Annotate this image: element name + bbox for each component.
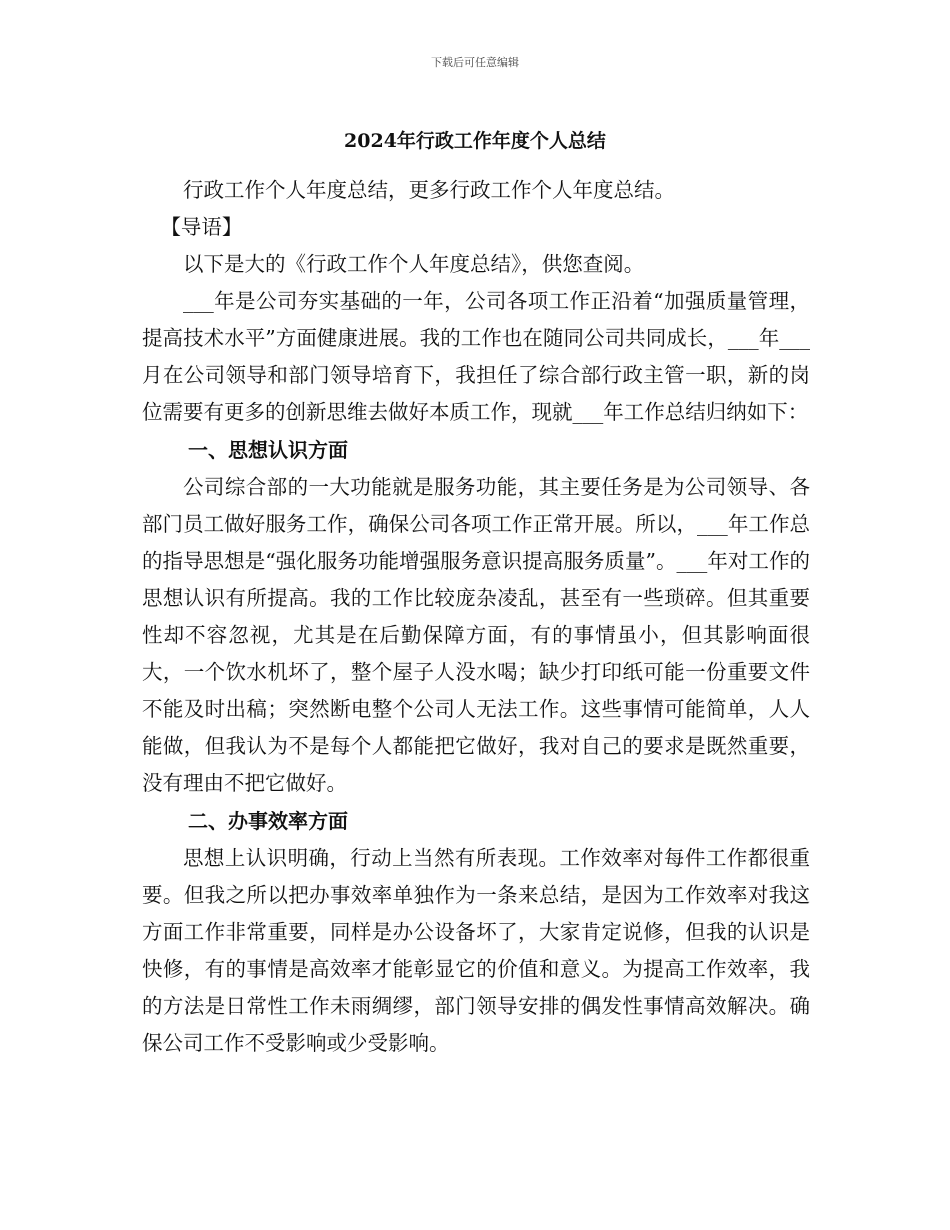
header-note: 下载后可任意编辑 [431, 56, 519, 69]
guide-label: 【导语】 [160, 215, 243, 239]
paragraph-overview: ___年是公司夯实基础的一年，公司各项工作正沿着“加强质量管理，提高技术水平”方面健康进展。我的工作也在随同公司共同成长，___年___月在公司领导和部门领导培育下，我担任了综合部行政主管一职，新的岗位需要有更多的创新思维去做好本质工作，现就___年工作总结归纳如下： [142, 289, 810, 424]
intro-paragraph: 行政工作个人年度总结，更多行政工作个人年度总结。 [183, 178, 675, 202]
paragraph-efficiency: 思想上认识明确，行动上当然有所表现。工作效率对每件工作都很重要。但我之所以把办事效率单独作为一条来总结，是因为工作效率对我这方面工作非常重要，同样是办公设备坏了，大家肯定说修，但我的认识是快修，有的事情是高效率才能彰显它的价值和意义。为提高工作效率，我的方法是日常性工作未雨绸缪，部门领导安排的偶发性事情高效解决。确保公司工作不受影响或少受影响。 [142, 846, 810, 1055]
document-title: 2024年行政工作年度个人总结 [344, 130, 606, 152]
paragraph-thinking: 公司综合部的一大功能就是服务功能，其主要任务是为公司领导、各部门员工做好服务工作，确保公司各项工作正常开展。所以，___年工作总的指导思想是“强化服务功能增强服务意识提高服务质量”。___年对工作的思想认识有所提高。我的工作比较庞杂凌乱，甚至有一些琐碎。但其重要性却不容忽视，尤其是在后勤保障方面，有的事情虽小，但其影响面很大，一个饮水机坏了，整个屋子人没水喝；缺少打印纸可能一份重要文件不能及时出稿；突然断电整个公司人无法工作。这些事情可能简单，人人能做，但我认为不是每个人都能把它做好，我对自己的要求是既然重要，没有理由不把它做好。 [142, 475, 810, 795]
section-heading-efficiency: 二、办事效率方面 [188, 809, 348, 833]
section-heading-thinking: 一、思想认识方面 [188, 438, 348, 462]
lead-paragraph: 以下是大的《行政工作个人年度总结》，供您查阅。 [183, 252, 645, 276]
document-body [142, 172, 810, 1062]
